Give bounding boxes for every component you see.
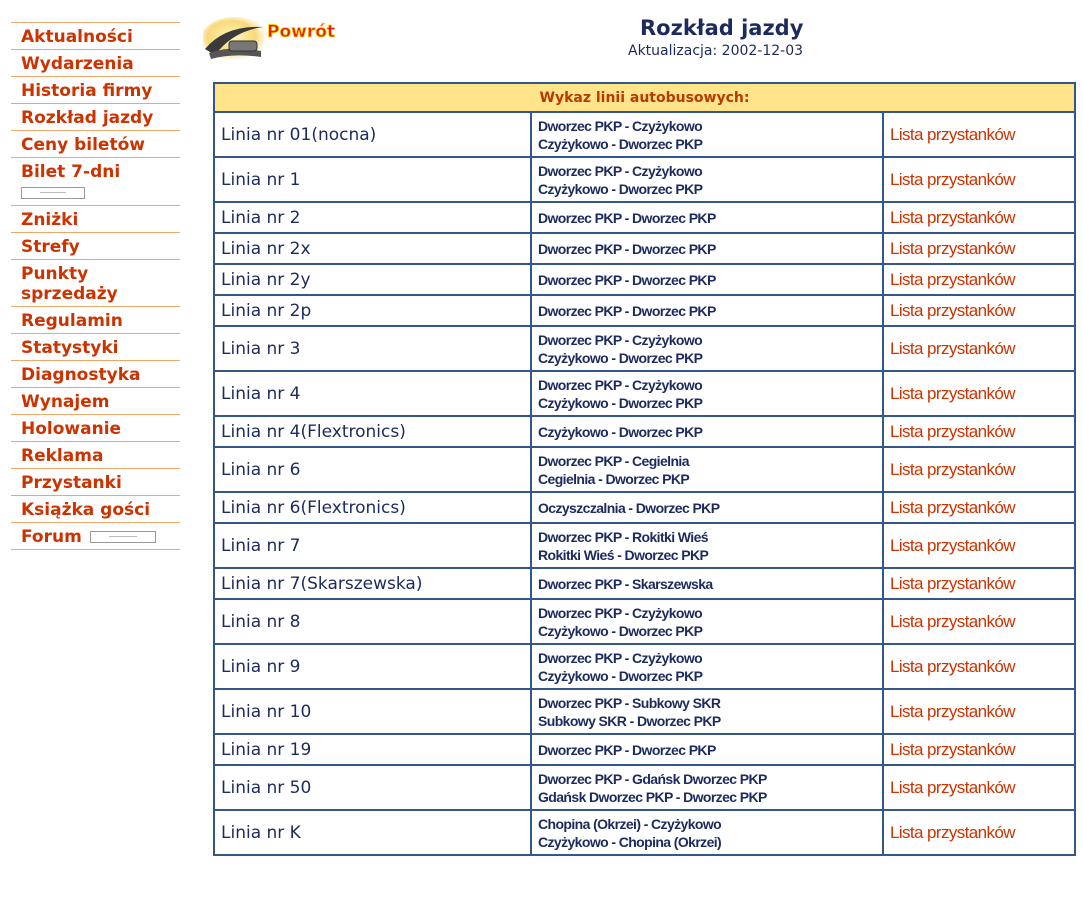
table-header-row: [214, 83, 1075, 112]
route-direction: Dworzec PKP - Czyżykowo: [538, 649, 703, 666]
table-row: [214, 233, 1075, 264]
line-name-link[interactable]: Linia nr 7(Skarszewska): [214, 568, 531, 599]
nav-wynajem[interactable]: Wynajem: [11, 387, 180, 414]
line-name-link[interactable]: Linia nr 4: [214, 371, 531, 416]
table-row: [214, 765, 1075, 810]
route-cell: [531, 202, 883, 233]
route-direction: Dworzec PKP - Czyżykowo: [538, 604, 703, 621]
route-direction: Rokitki Wieś - Dworzec PKP: [538, 546, 709, 563]
table-row: [214, 264, 1075, 295]
route-direction: Dworzec PKP - Czyżykowo: [538, 376, 703, 393]
table-row: [214, 810, 1075, 855]
route-cell: [531, 326, 883, 371]
route-direction: Dworzec PKP - Skarszewska: [538, 575, 713, 592]
stops-list-link[interactable]: Lista przystanków: [883, 371, 1075, 416]
route-cell: [531, 689, 883, 734]
route-direction: Oczyszczalnia - Dworzec PKP: [538, 499, 720, 516]
stops-list-link[interactable]: Lista przystanków: [883, 523, 1075, 568]
stops-list-link[interactable]: Lista przystanków: [883, 734, 1075, 765]
line-name-link[interactable]: Linia nr 4(Flextronics): [214, 416, 531, 447]
route-cell: [531, 371, 883, 416]
line-name-link[interactable]: Linia nr 6: [214, 447, 531, 492]
back-label: Powrót: [267, 22, 336, 42]
nav-forum[interactable]: [11, 522, 180, 550]
line-name-link[interactable]: Linia nr 3: [214, 326, 531, 371]
line-name-link[interactable]: Linia nr 2x: [214, 233, 531, 264]
route-direction: Czyżykowo - Dworzec PKP: [538, 349, 703, 366]
line-name-link[interactable]: Linia nr 2: [214, 202, 531, 233]
route-direction: Dworzec PKP - Dworzec PKP: [538, 271, 716, 288]
nav-znizki[interactable]: Zniżki: [11, 205, 180, 232]
route-direction: Dworzec PKP - Dworzec PKP: [538, 302, 716, 319]
nav-ceny-biletow[interactable]: Ceny biletów: [11, 130, 180, 157]
page-title: Rozkład jazdy: [640, 16, 804, 40]
stops-list-link[interactable]: Lista przystanków: [883, 264, 1075, 295]
stops-list-link[interactable]: Lista przystanków: [883, 157, 1075, 202]
line-name-link[interactable]: Linia nr 8: [214, 599, 531, 644]
nav-aktualnosci[interactable]: Aktualności: [11, 22, 180, 49]
line-name-link[interactable]: Linia nr K: [214, 810, 531, 855]
stops-list-link[interactable]: Lista przystanków: [883, 765, 1075, 810]
route-cell: [531, 112, 883, 157]
route-direction: Czyżykowo - Dworzec PKP: [538, 135, 703, 152]
route-cell: [531, 295, 883, 326]
route-direction: Dworzec PKP - Cegielnia: [538, 452, 689, 469]
sidebar-nav: [11, 22, 180, 550]
table-row: [214, 492, 1075, 523]
route-direction: Czyżykowo - Dworzec PKP: [538, 423, 703, 440]
line-name-link[interactable]: Linia nr 2y: [214, 264, 531, 295]
back-button[interactable]: [203, 15, 345, 60]
route-cell: [531, 492, 883, 523]
table-row: [214, 568, 1075, 599]
route-direction: Dworzec PKP - Dworzec PKP: [538, 741, 716, 758]
table-row: [214, 734, 1075, 765]
route-direction: Subkowy SKR - Dworzec PKP: [538, 712, 721, 729]
route-cell: [531, 523, 883, 568]
nav-strefy[interactable]: Strefy: [11, 232, 180, 259]
table-row: [214, 689, 1075, 734]
update-date: Aktualizacja: 2002-12-03: [628, 43, 804, 59]
table-row: [214, 416, 1075, 447]
nav-historia-firmy[interactable]: Historia firmy: [11, 76, 180, 103]
route-direction: Czyżykowo - Dworzec PKP: [538, 180, 703, 197]
bus-lines-table: [213, 82, 1076, 856]
route-cell: [531, 810, 883, 855]
table-row: [214, 523, 1075, 568]
route-direction: Dworzec PKP - Czyżykowo: [538, 331, 703, 348]
line-name-link[interactable]: Linia nr 7: [214, 523, 531, 568]
table-row: [214, 599, 1075, 644]
route-direction: Cegielnia - Dworzec PKP: [538, 470, 690, 487]
route-direction: Dworzec PKP - Czyżykowo: [538, 162, 703, 179]
route-direction: Dworzec PKP - Subkowy SKR: [538, 694, 721, 711]
nav-przystanki[interactable]: Przystanki: [11, 468, 180, 495]
route-cell: [531, 765, 883, 810]
nav-holowanie[interactable]: Holowanie: [11, 414, 180, 441]
nav-reklama[interactable]: Reklama: [11, 441, 180, 468]
table-row: [214, 202, 1075, 233]
stops-list-link[interactable]: Lista przystanków: [883, 112, 1075, 157]
table-row: [214, 644, 1075, 689]
route-cell: [531, 447, 883, 492]
route-direction: Chopina (Okrzei) - Czyżykowo: [538, 815, 722, 832]
table-row: [214, 112, 1075, 157]
route-cell: [531, 734, 883, 765]
nav-statystyki[interactable]: Statystyki: [11, 333, 180, 360]
line-name-link[interactable]: Linia nr 50: [214, 765, 531, 810]
table-row: [214, 447, 1075, 492]
route-direction: Czyżykowo - Chopina (Okrzei): [538, 833, 722, 850]
table-row: [214, 295, 1075, 326]
stops-list-link[interactable]: Lista przystanków: [883, 326, 1075, 371]
table-header: Wykaz linii autobusowych:: [214, 83, 1075, 112]
table-row: [214, 326, 1075, 371]
table-row: [214, 371, 1075, 416]
nav-wydarzenia[interactable]: Wydarzenia: [11, 49, 180, 76]
route-direction: Czyżykowo - Dworzec PKP: [538, 622, 703, 639]
stops-list-link[interactable]: Lista przystanków: [883, 295, 1075, 326]
route-direction: Dworzec PKP - Czyżykowo: [538, 117, 703, 134]
route-direction: Dworzec PKP - Gdańsk Dworzec PKP: [538, 770, 767, 787]
nav-forum-label: Forum: [21, 527, 82, 547]
route-cell: [531, 599, 883, 644]
route-cell: [531, 233, 883, 264]
nav-punkty-sprzedazy[interactable]: Punkty sprzedaży: [11, 259, 180, 306]
route-direction: Czyżykowo - Dworzec PKP: [538, 667, 703, 684]
nav-ksiazka-gosci[interactable]: Książka gości: [11, 495, 180, 522]
stops-list-link[interactable]: Lista przystanków: [883, 599, 1075, 644]
route-direction: Dworzec PKP - Dworzec PKP: [538, 240, 716, 257]
line-name-link[interactable]: Linia nr 9: [214, 644, 531, 689]
route-direction: Gdańsk Dworzec PKP - Dworzec PKP: [538, 788, 767, 805]
route-cell: [531, 568, 883, 599]
line-name-link[interactable]: Linia nr 6(Flextronics): [214, 492, 531, 523]
route-cell: [531, 264, 883, 295]
route-cell: [531, 416, 883, 447]
route-direction: Czyżykowo - Dworzec PKP: [538, 394, 703, 411]
stops-list-link[interactable]: Lista przystanków: [883, 416, 1075, 447]
route-cell: [531, 157, 883, 202]
nav-diagnostyka[interactable]: Diagnostyka: [11, 360, 180, 387]
stops-list-link[interactable]: Lista przystanków: [883, 810, 1075, 855]
nav-regulamin[interactable]: Regulamin: [11, 306, 180, 333]
new-badge-icon: [21, 187, 85, 199]
table-row: [214, 157, 1075, 202]
stops-list-link[interactable]: Lista przystanków: [883, 568, 1075, 599]
stops-list-link[interactable]: Lista przystanków: [883, 644, 1075, 689]
new-badge-icon: [90, 531, 156, 543]
route-direction: Dworzec PKP - Rokitki Wieś: [538, 528, 708, 545]
route-cell: [531, 644, 883, 689]
stops-list-link[interactable]: Lista przystanków: [883, 492, 1075, 523]
nav-bilet-7-dni-label: Bilet 7-dni: [21, 162, 121, 182]
stops-list-link[interactable]: Lista przystanków: [883, 233, 1075, 264]
nav-bilet-7-dni[interactable]: [11, 157, 180, 205]
line-name-link[interactable]: Linia nr 10: [214, 689, 531, 734]
stops-list-link[interactable]: Lista przystanków: [883, 447, 1075, 492]
nav-rozklad-jazdy[interactable]: Rozkład jazdy: [11, 103, 180, 130]
route-direction: Dworzec PKP - Dworzec PKP: [538, 209, 716, 226]
stops-list-link[interactable]: Lista przystanków: [883, 202, 1075, 233]
line-name-link[interactable]: Linia nr 01(nocna): [214, 112, 531, 157]
line-name-link[interactable]: Linia nr 1: [214, 157, 531, 202]
line-name-link[interactable]: Linia nr 19: [214, 734, 531, 765]
line-name-link[interactable]: Linia nr 2p: [214, 295, 531, 326]
stops-list-link[interactable]: Lista przystanków: [883, 689, 1075, 734]
